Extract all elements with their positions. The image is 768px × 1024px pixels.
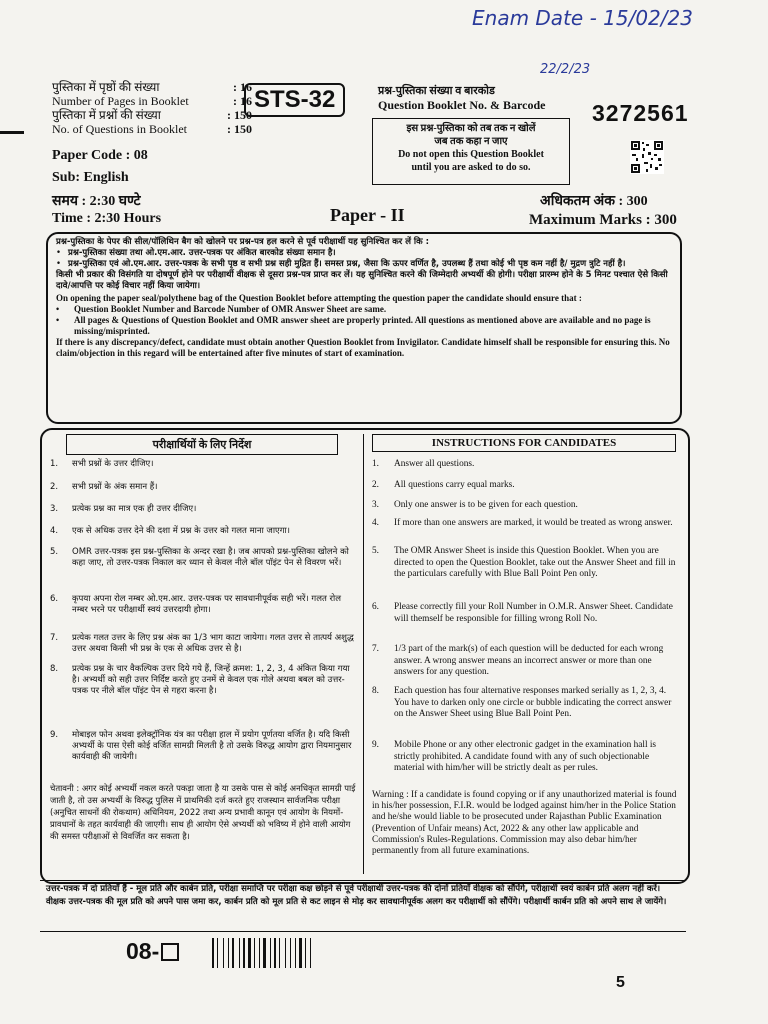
barcode-bar	[215, 938, 216, 968]
footer-note: उत्तर-पत्रक में दो प्रतियाँ हैं - मूल प्रति और कार्बन प्रति, परीक्षा समाप्ति पर परीक्षा कक्ष छोड़ने से पूर्व परीक्षार्थी उत्तर-पत्रक की दोनों प्रतियाँ वीक्षक को सौंपेंगे, परीक्षार्थी स्वयं कार्बन प्रति अलग नहीं करें। वीक्षक उत्तर-पत्रक की मूल प्रति को अपने पास जमा कर, कार्बन प्रति को मूल प्रति से कट लाइन से मोड़ कर सावधानीपूर्वक अलग कर परीक्षार्थी को सौंपेंगे। परीक्षार्थी कार्बन प्रति को अपने साथ ले जायेंगे।	[46, 884, 667, 907]
instr-hi-item-number: 3.	[50, 504, 59, 514]
barcode-bar	[232, 938, 234, 968]
barcode-bar	[267, 938, 269, 968]
max-marks-hi: अधिकतम अंक : 300	[540, 194, 648, 209]
instr-en-item-7	[372, 644, 676, 679]
max-marks-en: Maximum Marks : 300	[529, 212, 677, 228]
warning-en: Warning : If a candidate is found copying or if any unauthorized material is found in his/her possession, F.I.R. would be lodged against him/her in the Police Station and he/she would liable to be prosecuted under Rajasthan Public Examination (Prevention of Unfair means) Act, 2022 & any other law applicable and Commission's Rules-Regulations. Commission may also debar him/her permanently from all future examinations.	[372, 790, 677, 857]
instr-en-item-3	[372, 500, 676, 512]
barcode-bar	[277, 938, 278, 968]
instr-hi-item-number: 8.	[50, 664, 59, 674]
instr-en-item-number: 3.	[372, 500, 379, 510]
barcode-bar	[228, 938, 229, 968]
notice-hi-2: जब तक कहा न जाए	[434, 136, 508, 147]
barcode-bar	[223, 938, 224, 968]
do-not-open-notice	[372, 118, 570, 185]
instr-hi-item-number: 5.	[50, 547, 59, 557]
seal-hi-bullet-2-text: प्रश्न-पुस्तिका एवं ओ.एम.आर. उत्तर-पत्रक के सभी पृष्ठ व सभी प्रश्न सही मुद्रित हैं। समस्त प्रश्न, जैसा कि ऊपर वर्णित है, उपलब्ध हैं तथा कोई भी पृष्ठ कम नहीं है/ मुद्रण त्रुटि नहीं है।	[68, 259, 626, 269]
instr-en-item-number: 6.	[372, 602, 379, 612]
instr-en-item-9	[372, 740, 676, 775]
barcode-bar	[292, 938, 294, 968]
instr-hi-item-8	[50, 664, 354, 697]
seal-hi-intro: प्रश्न-पुस्तिका के पेपर की सील/पॉलिथिन बैग को खोलने पर प्रश्न-पत्र हल करने से पूर्व परीक्षार्थी यह सुनिश्चित कर लें कि :	[56, 237, 430, 247]
instr-hi-item-number: 6.	[50, 594, 59, 604]
instr-en-item-number: 9.	[372, 740, 379, 750]
instr-en-item-number: 1.	[372, 459, 379, 469]
barcode-bar	[299, 938, 302, 968]
instr-hi-item-9	[50, 730, 354, 763]
barcode-bar	[219, 938, 222, 968]
barcode-bar	[217, 938, 218, 968]
instr-hi-item-text: एक से अधिक उत्तर देने की दशा में प्रश्न के उत्तर को गलत माना जाएगा।	[72, 526, 290, 536]
barcode-bar	[256, 938, 258, 968]
questions-label-en: No. of Questions in Booklet	[52, 122, 187, 136]
barcode-bar	[239, 938, 240, 968]
instructions-en-title: INSTRUCTIONS FOR CANDIDATES	[372, 434, 676, 452]
instr-hi-item-6	[50, 594, 354, 616]
questions-label-hi: पुस्तिका में प्रश्नों की संख्या	[52, 108, 161, 122]
barcode-bar	[310, 938, 311, 968]
barcode-bar	[274, 938, 276, 968]
checkbox-square-icon	[161, 943, 179, 961]
instr-en-item-8	[372, 686, 676, 721]
barcode-bar	[235, 938, 238, 968]
instr-en-item-6	[372, 602, 676, 625]
booklet-meta	[52, 80, 252, 136]
questions-value-en: : 150	[227, 122, 252, 136]
booklet-number: 3272561	[592, 100, 689, 126]
instructions-hi-title: परीक्षार्थियों के लिए निर्देश	[66, 434, 338, 455]
barcode-bar	[248, 938, 251, 968]
barcode-bar	[303, 938, 304, 968]
barcode-bar	[287, 938, 289, 968]
seal-en-intro: On opening the paper seal/polythene bag of the Question Booklet before attempting the question paper the candidate should ensure that :	[56, 293, 582, 303]
seal-en-bullet-2-text: All pages & Questions of Question Booklet and OMR answer sheet are properly printed. All questions as mentioned above are available and no page is missing/misprinted.	[74, 315, 651, 336]
barcode-bar	[295, 938, 296, 968]
paper-title: Paper - II	[330, 205, 405, 225]
barcode-label-hi: प्रश्न-पुस्तिका संख्या व बारकोड	[378, 85, 495, 97]
barcode-bar	[254, 938, 255, 968]
handwritten-exam-date: Enam Date - 15/02/23	[472, 6, 693, 30]
barcode-bar	[243, 938, 245, 968]
instr-hi-item-text: कृपया अपना रोल नम्बर ओ.एम.आर. उत्तर-पत्रक पर सावधानीपूर्वक सही भरें। गलत रोल नम्बर भरने पर परीक्षार्थी स्वयं उत्तरदायी होगा।	[72, 594, 341, 615]
seal-hi-bullet-1-text: प्रश्न-पुस्तिका संख्या तथा ओ.एम.आर. उत्तर-पत्रक पर अंकित बारकोड संख्या समान है।	[68, 248, 336, 258]
seal-en-para: If there is any discrepancy/defect, candidate must obtain another Question Booklet from Invigilator. Candidate himself shall be responsible for ensuring this. No claim/objection in this regard will be entertained after five minutes of start of examination.	[56, 337, 670, 358]
barcode-bar	[261, 938, 262, 968]
instr-en-item-text: The OMR Answer Sheet is inside this Question Booklet. When you are directed to open the Question Booklet, take out the Answer Sheet and fill in the particulars carefully with Blue Ball Point Pen only.	[394, 546, 676, 579]
instr-hi-item-number: 9.	[50, 730, 59, 740]
instr-hi-item-text: सभी प्रश्नों के अंक समान हैं।	[72, 482, 158, 492]
instr-en-item-4	[372, 518, 676, 530]
barcode-bar	[285, 938, 286, 968]
notice-en-1: Do not open this Question Booklet	[398, 149, 544, 160]
pages-value-en: : 16	[233, 94, 252, 108]
pages-value-hi: : 16	[233, 80, 252, 94]
instr-hi-item-number: 1.	[50, 459, 59, 469]
instr-en-item-text: Mobile Phone or any other electronic gadget in the examination hall is strictly prohibited. A candidate found with any of such objectionable material with him/her will be strictly dealt as per rules.	[394, 740, 657, 773]
seal-en-bullet-2: • All pages & Questions of Question Booklet and OMR answer sheet are properly printed. All questions as mentioned above are available and no page is missing/misprinted.	[56, 315, 672, 337]
barcode-bar	[305, 938, 306, 968]
booklet-code-text: 08-	[126, 938, 160, 964]
instr-hi-item-4	[50, 526, 354, 537]
instr-en-item-number: 4.	[372, 518, 379, 528]
instr-hi-item-3	[50, 504, 354, 515]
barcode-bar	[263, 938, 266, 968]
barcode-bar	[259, 938, 260, 968]
column-divider	[363, 434, 364, 874]
seal-instructions-box	[46, 232, 682, 424]
instr-en-item-text: Please correctly fill your Roll Number in O.M.R. Answer Sheet. Candidate will themself be responsible for filling wrong Roll No.	[394, 602, 673, 624]
barcode-bar	[230, 938, 231, 968]
barcode-bar	[281, 938, 284, 968]
time-hi: समय : 2:30 घण्टे	[52, 194, 141, 209]
instr-en-item-number: 5.	[372, 546, 379, 556]
instr-en-item-text: 1/3 part of the mark(s) of each question will be deducted for each wrong answer. A wrong answer means an incorrect answer or more than one answers for any question.	[394, 644, 664, 677]
barcode-bar	[246, 938, 247, 968]
seal-hi-bullet-1: • प्रश्न-पुस्तिका संख्या तथा ओ.एम.आर. उत्तर-पत्रक पर अंकित बारकोड संख्या समान है।	[56, 248, 336, 258]
subject: Sub: English	[52, 170, 129, 185]
instr-hi-item-number: 7.	[50, 633, 59, 643]
barcode-bar	[307, 938, 309, 968]
questions-value-hi: : 150	[227, 108, 252, 122]
barcode-bar	[212, 938, 214, 968]
seal-hi-bullet-2: • प्रश्न-पुस्तिका एवं ओ.एम.आर. उत्तर-पत्रक के सभी पृष्ठ व सभी प्रश्न सही मुद्रित हैं। समस्त प्रश्न, जैसा कि ऊपर वर्णित है, उपलब्ध हैं तथा कोई भी पृष्ठ कम नहीं है/ मुद्रण त्रुटि नहीं है।	[56, 259, 672, 270]
instr-hi-item-text: OMR उत्तर-पत्रक इस प्रश्न-पुस्तिका के अन्दर रखा है। जब आपको प्रश्न-पुस्तिका खोलने को कहा जाए, तो उत्तर-पत्रक निकाल कर ध्यान से केवल नीले बॉल पॉइंट पेन से विवरण भरें।	[72, 547, 349, 568]
barcode-bar	[270, 938, 271, 968]
seal-en-bullet-1: • Question Booklet Number and Barcode Number of OMR Answer Sheet are same.	[56, 304, 672, 315]
instr-en-item-text: Each question has four alternative responses marked serially as 1, 2, 3, 4. You have to darken only one circle or bubble indicating the correct answer on the Answer Sheet using Blue Ball Point Pen.	[394, 686, 672, 719]
instr-hi-item-number: 4.	[50, 526, 59, 536]
qr-code-icon	[630, 140, 664, 174]
margin-mark	[0, 131, 24, 134]
booklet-code	[126, 938, 179, 965]
instr-en-item-text: Answer all questions.	[394, 459, 475, 469]
instr-en-item-number: 2.	[372, 480, 379, 490]
barcode-bar	[225, 938, 227, 968]
barcode-icon	[212, 938, 312, 968]
instr-hi-item-7	[50, 633, 354, 655]
page-number: 5	[616, 974, 625, 991]
instr-hi-item-1	[50, 459, 354, 470]
pages-label-hi: पुस्तिका में पृष्ठों की संख्या	[52, 80, 160, 94]
instr-en-item-2	[372, 480, 676, 492]
instr-en-item-text: Only one answer is to be given for each question.	[394, 500, 578, 510]
time-en: Time : 2:30 Hours	[52, 211, 162, 226]
barcode-bar	[279, 938, 280, 968]
barcode-label-en: Question Booklet No. & Barcode	[378, 98, 546, 112]
barcode-bar	[290, 938, 291, 968]
notice-en-2: until you are asked to do so.	[411, 162, 531, 173]
handwritten-initials-date: 22/2/23	[540, 62, 591, 77]
instr-en-item-number: 8.	[372, 686, 379, 696]
footer-note-box	[40, 880, 686, 932]
instr-hi-item-text: प्रत्येक गलत उत्तर के लिए प्रश्न अंक का 1/3 भाग काटा जायेगा। गलत उत्तर से तात्पर्य अशुद्ध उत्तर अथवा किसी भी प्रश्न के एक से अधिक उत्तर से है।	[72, 633, 354, 654]
instr-hi-item-text: प्रत्येक प्रश्न का मात्र एक ही उत्तर दीजिए।	[72, 504, 197, 514]
instr-hi-item-text: सभी प्रश्नों के उत्तर दीजिए।	[72, 459, 154, 469]
instr-hi-item-5	[50, 547, 354, 569]
instr-en-item-number: 7.	[372, 644, 379, 654]
seal-en-bullet-1-text: Question Booklet Number and Barcode Number of OMR Answer Sheet are same.	[74, 304, 387, 314]
notice-hi-1: इस प्रश्न-पुस्तिका को तब तक न खोलें	[406, 123, 536, 134]
instr-en-item-1	[372, 459, 676, 471]
instr-en-item-text: All questions carry equal marks.	[394, 480, 515, 490]
barcode-bar	[272, 938, 273, 968]
paper-code: Paper Code : 08	[52, 148, 148, 163]
instr-en-item-5	[372, 546, 676, 581]
barcode-bar	[252, 938, 253, 968]
barcode-bar	[241, 938, 242, 968]
series-code: STS-32	[244, 83, 345, 117]
warning-hi: चेतावनी : अगर कोई अभ्यर्थी नकल करते पकड़ा जाता है या उसके पास से कोई अनधिकृत सामग्री पाई जाती है, तो उस अभ्यर्थी के विरुद्ध पुलिस में प्राथमिकी दर्ज करते हुए राजस्थान सार्वजनिक परीक्षा (अनुचित साधनों की रोकथाम) अधिनियम, 2022 तथा अन्य प्रभावी कानून एवं आयोग के नियमों-प्रावधानों के तहत कार्यवाही की जाएगी। साथ ही आयोग ऐसे अभ्यर्थी को भविष्य में होने वाली आयोग की समस्त परीक्षाओं से विवर्जित कर सकता है।	[50, 783, 356, 841]
instr-hi-item-2	[50, 482, 354, 493]
instr-hi-item-text: मोबाइल फोन अथवा इलेक्ट्रॉनिक यंत्र का परीक्षा हाल में प्रयोग पूर्णतया वर्जित है। यदि किसी अभ्यर्थी के पास ऐसी कोई वर्जित सामग्री मिलती है तो उसके विरुद्ध आयोग द्वारा नियमानुसार कार्यवाही की जायेगी।	[72, 730, 352, 762]
pages-label-en: Number of Pages in Booklet	[52, 94, 189, 108]
instr-hi-item-text: प्रत्येक प्रश्न के चार वैकल्पिक उत्तर दिये गये हैं, जिन्हें क्रमश: 1, 2, 3, 4 अंकित किया गया है। अभ्यर्थी को सही उत्तर निर्दिष्ट करते हुए उनमें से केवल एक गोले अथवा बबल को उत्तर-पत्रक पर नीले बॉल पॉइंट पेन से गहरा करना है।	[72, 664, 350, 696]
instr-en-item-text: If more than one answers are marked, it would be treated as wrong answer.	[394, 518, 673, 528]
seal-hi-para: किसी भी प्रकार की विसंगति या दोषपूर्ण होने पर परीक्षार्थी वीक्षक से दूसरा प्रश्न-पत्र प्राप्त कर लें। यह सुनिश्चित करने की जिम्मेदारी अभ्यर्थी की होगी। परीक्षा प्रारम्भ होने के 5 मिनट पश्चात ऐसे किसी दावे/आपत्ति पर कोई विचार नहीं किया जायेगा।	[56, 270, 668, 291]
barcode-bar	[297, 938, 298, 968]
instr-hi-item-number: 2.	[50, 482, 59, 492]
